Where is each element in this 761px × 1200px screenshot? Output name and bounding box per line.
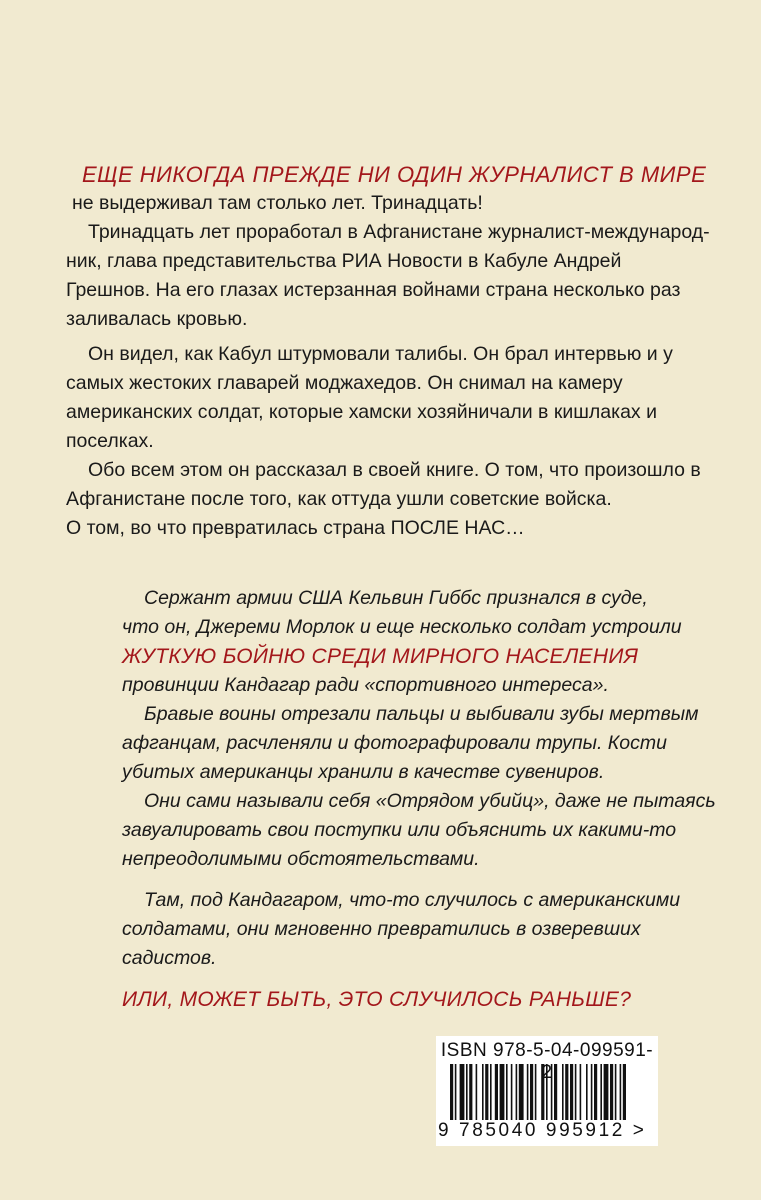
intro-line: заливалась кровью. [66, 308, 248, 330]
quote-line: непреодолимыми обстоятельствами. [122, 848, 480, 870]
quote-line: Бравые воины отрезали пальцы и выбивали зубы мертвым [144, 703, 699, 725]
paragraph-kabul [66, 340, 706, 456]
paragraph-line: поселках. [66, 430, 154, 452]
barcode-digits: 9 785040 995912 > [438, 1120, 647, 1141]
quote-line: афганцам, расчленяли и фотографировали трупы. Кости [122, 732, 667, 754]
quote-highlight: ЖУТКУЮ БОЙНЮ СРЕДИ МИРНОГО НАСЕЛЕНИЯ [122, 645, 639, 668]
isbn-barcode [436, 1036, 658, 1146]
isbn-label: ISBN 978-5-04-099591-2 [440, 1040, 654, 1083]
paragraph-line: Обо всем этом он рассказал в своей книге. О том, что произошло в [88, 459, 701, 481]
closing-question: ИЛИ, МОЖЕТ БЫТЬ, ЭТО СЛУЧИЛОСЬ РАНЬШЕ? [122, 988, 632, 1011]
intro-line: Тринадцать лет проработал в Афганистане журналист-международ- [88, 221, 710, 243]
intro-line: ник, глава представительства РИА Новости в Кабуле Андрей [66, 250, 622, 272]
quote-line: Сержант армии США Кельвин Гиббс признался в суде, [144, 587, 648, 609]
paragraph-line: О том, во что превратилась страна ПОСЛЕ НАС… [66, 517, 525, 539]
intro-line: Грешнов. На его глазах истерзанная войнами страна несколько раз [66, 279, 681, 301]
intro-line: не выдерживал там столько лет. Тринадцать! [72, 192, 483, 214]
quote-line: Там, под Кандагаром, что-то случилось с американскими [144, 889, 681, 911]
paragraph-line: самых жестоких главарей моджахедов. Он снимал на камеру [66, 372, 623, 394]
intro-paragraph [66, 160, 710, 334]
quote-line: убитых американцы хранили в качестве сувениров. [122, 761, 605, 783]
paragraph-line: американских солдат, которые хамски хозяйничали в кишлаках и [66, 401, 657, 423]
paragraph-line: Он видел, как Кабул штурмовали талибы. Он брал интервью и у [88, 343, 673, 365]
quote-line: что он, Джереми Морлок и еще несколько солдат устроили [122, 616, 682, 638]
quote-line: завуалировать свои поступки или объяснить их какими-то [122, 819, 677, 841]
quote-block [122, 584, 722, 1014]
paragraph-book [66, 456, 706, 543]
intro-headline: ЕЩЕ НИКОГДА ПРЕЖДЕ НИ ОДИН ЖУРНАЛИСТ В МИРЕ [82, 162, 707, 187]
paragraph-line: Афганистане после того, как оттуда ушли советские войска. [66, 488, 612, 510]
quote-line: садистов. [122, 947, 217, 969]
quote-line: провинции Кандагар ради «спортивного интереса». [122, 674, 609, 696]
quote-line: Они сами называли себя «Отрядом убийц», даже не пытаясь [144, 790, 716, 812]
quote-line: солдатами, они мгновенно превратились в озверевших [122, 918, 641, 940]
